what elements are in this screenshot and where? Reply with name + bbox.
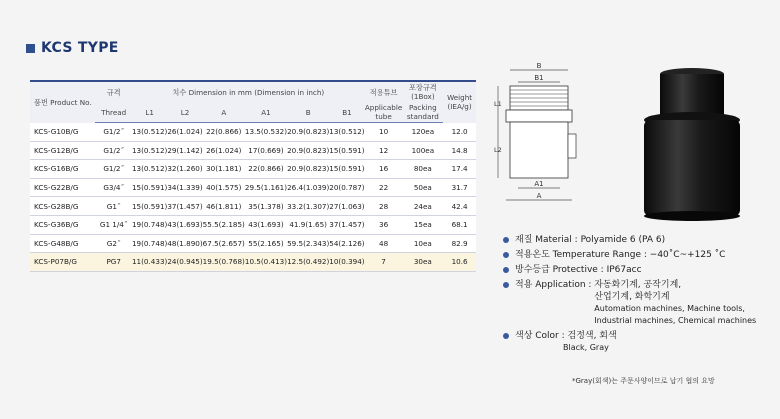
cell-a1: 10.5(0.413) xyxy=(245,253,287,272)
cell-tube: 28 xyxy=(365,197,403,216)
cell-a1: 29.5(1.161) xyxy=(245,178,287,197)
cell-a1: 17(0.669) xyxy=(245,141,287,160)
header-thread-en: Thread xyxy=(95,102,132,123)
cell-model: KCS-G10B/G xyxy=(30,123,95,142)
cell-b1: 15(0.591) xyxy=(329,160,364,179)
cell-b1: 20(0.787) xyxy=(329,178,364,197)
cell-b: 20.9(0.823) xyxy=(287,123,329,142)
cell-b1: 13(0.512) xyxy=(329,123,364,142)
spec-material: 재질 Material : Polyamide 6 (PA 6) xyxy=(503,234,756,246)
cell-b1: 54(2.126) xyxy=(329,234,364,253)
cell-pack: 24ea xyxy=(403,197,444,216)
product-photo xyxy=(633,64,751,222)
label-a: A xyxy=(536,192,542,200)
header-col: B1 xyxy=(329,102,364,123)
cell-weight: 68.1 xyxy=(443,215,476,234)
cell-b1: 15(0.591) xyxy=(329,141,364,160)
cell-thread: PG7 xyxy=(95,253,132,272)
title-text: KCS TYPE xyxy=(41,40,119,56)
header-pack-ko: 포장규격(1Box) xyxy=(403,81,444,102)
header-dimension: 치수 Dimension in mm (Dimension in inch) xyxy=(132,81,365,102)
table-row xyxy=(30,197,476,216)
cell-l2: 26(1.024) xyxy=(167,123,202,142)
cell-model: KCS-G48B/G xyxy=(30,234,95,253)
cell-tube: 12 xyxy=(365,141,403,160)
cell-l1: 19(0.748) xyxy=(132,215,167,234)
bullet-icon xyxy=(503,252,509,258)
order-note: *Gray(회색)는 주문사양이므로 납기 협의 요망 xyxy=(572,377,715,385)
cell-a: 22(0.866) xyxy=(203,123,245,142)
cell-thread: G3/4˝ xyxy=(95,178,132,197)
cell-thread: G1˝ xyxy=(95,197,132,216)
cell-tube: 10 xyxy=(365,123,403,142)
cell-pack: 15ea xyxy=(403,215,444,234)
header-col: B xyxy=(287,102,329,123)
spec-list xyxy=(503,234,756,357)
cell-l1: 15(0.591) xyxy=(132,178,167,197)
cell-thread: G1/2˝ xyxy=(95,123,132,142)
cell-tube: 22 xyxy=(365,178,403,197)
bullet-icon xyxy=(503,333,509,339)
table-row xyxy=(30,123,476,142)
cell-thread: G1/2˝ xyxy=(95,141,132,160)
table-row xyxy=(30,141,476,160)
bullet-icon xyxy=(503,282,509,288)
cell-weight: 17.4 xyxy=(443,160,476,179)
cell-a1: 13.5(0.532) xyxy=(245,123,287,142)
cell-thread: G1/2˝ xyxy=(95,160,132,179)
cell-a: 40(1.575) xyxy=(203,178,245,197)
cell-a: 19.5(0.768) xyxy=(203,253,245,272)
cell-l1: 15(0.591) xyxy=(132,197,167,216)
cell-b: 12.5(0.492) xyxy=(287,253,329,272)
cell-b1: 10(0.394) xyxy=(329,253,364,272)
cell-model: KCS-G12B/G xyxy=(30,141,95,160)
cell-l1: 19(0.748) xyxy=(132,234,167,253)
cell-l2: 48(1.890) xyxy=(167,234,202,253)
label-a1: A1 xyxy=(534,180,544,188)
cell-weight: 10.6 xyxy=(443,253,476,272)
cell-b: 26.4(1.039) xyxy=(287,178,329,197)
cell-pack: 50ea xyxy=(403,178,444,197)
header-col: A1 xyxy=(245,102,287,123)
cell-b: 20.9(0.823) xyxy=(287,160,329,179)
cell-pack: 120ea xyxy=(403,123,444,142)
cell-b1: 37(1.457) xyxy=(329,215,364,234)
cell-tube: 36 xyxy=(365,215,403,234)
cell-weight: 12.0 xyxy=(443,123,476,142)
table-row xyxy=(30,234,476,253)
cell-thread: G1 1/4˝ xyxy=(95,215,132,234)
label-b1: B1 xyxy=(534,74,544,82)
cell-a1: 35(1.378) xyxy=(245,197,287,216)
cell-pack: 100ea xyxy=(403,141,444,160)
cell-model: KCS-P07B/G xyxy=(30,253,95,272)
cell-tube: 16 xyxy=(365,160,403,179)
cell-model: KCS-G28B/G xyxy=(30,197,95,216)
cell-tube: 7 xyxy=(365,253,403,272)
cell-l1: 13(0.512) xyxy=(132,160,167,179)
cell-l2: 29(1.142) xyxy=(167,141,202,160)
cell-l2: 32(1.260) xyxy=(167,160,202,179)
cell-l2: 43(1.693) xyxy=(167,215,202,234)
cell-l1: 13(0.512) xyxy=(132,123,167,142)
cell-a1: 55(2.165) xyxy=(245,234,287,253)
cell-l2: 34(1.339) xyxy=(167,178,202,197)
cell-pack: 30ea xyxy=(403,253,444,272)
spec-temperature: 적용온도 Temperature Range : −40˚C~+125 ˚C xyxy=(503,249,756,261)
label-b: B xyxy=(536,62,542,70)
section-title xyxy=(26,40,119,56)
cell-b: 59.5(2.343) xyxy=(287,234,329,253)
header-tube-en: Applicable tube xyxy=(364,103,403,121)
cell-a: 30(1.181) xyxy=(203,160,245,179)
cell-b1: 27(1.063) xyxy=(329,197,364,216)
header-col: A xyxy=(203,102,245,123)
bullet-icon xyxy=(503,237,509,243)
header-model: 품번 Product No. xyxy=(30,81,95,123)
cell-b: 20.9(0.823) xyxy=(287,141,329,160)
cell-weight: 31.7 xyxy=(443,178,476,197)
title-square-icon xyxy=(26,44,35,53)
cell-weight: 42.4 xyxy=(443,197,476,216)
technical-drawing xyxy=(488,60,626,220)
spec-application: 적용 Application : 자동화기계, 공작기계, 산업기계, 화학기계 Automation machines, Machine tools, Industrial machines, Chemical machines xyxy=(503,279,756,327)
spec-color: 색상 Color : 검정색, 회색 Black, Gray xyxy=(503,330,756,354)
table-row xyxy=(30,215,476,234)
label-l1: L1 xyxy=(494,100,502,108)
cell-l2: 24(0.945) xyxy=(167,253,202,272)
cell-weight: 82.9 xyxy=(443,234,476,253)
spec-protective: 방수등급 Protective : IP67acc xyxy=(503,264,756,276)
header-pack-en: Packing standard xyxy=(403,102,444,123)
cell-a: 67.5(2.657) xyxy=(203,234,245,253)
cell-l1: 13(0.512) xyxy=(132,141,167,160)
cell-a: 55.5(2.185) xyxy=(203,215,245,234)
cell-l2: 37(1.457) xyxy=(167,197,202,216)
cell-model: KCS-G16B/G xyxy=(30,160,95,179)
table-row xyxy=(30,253,476,272)
cell-a1: 22(0.866) xyxy=(245,160,287,179)
cell-a: 46(1.811) xyxy=(203,197,245,216)
header-thread-ko: 규격 xyxy=(95,81,132,102)
bullet-icon xyxy=(503,267,509,273)
cell-model: KCS-G36B/G xyxy=(30,215,95,234)
header-col: L2 xyxy=(167,102,202,123)
table-row xyxy=(30,178,476,197)
header-col: L1 xyxy=(132,102,167,123)
cell-pack: 80ea xyxy=(403,160,444,179)
cell-tube: 48 xyxy=(365,234,403,253)
cell-l1: 11(0.433) xyxy=(132,253,167,272)
cell-thread: G2˝ xyxy=(95,234,132,253)
cell-model: KCS-G22B/G xyxy=(30,178,95,197)
cell-weight: 14.8 xyxy=(443,141,476,160)
spec-table xyxy=(30,80,476,272)
cell-b: 41.9(1.65) xyxy=(287,215,329,234)
table-row xyxy=(30,160,476,179)
cell-a: 26(1.024) xyxy=(203,141,245,160)
cell-b: 33.2(1.307) xyxy=(287,197,329,216)
header-weight: Weight (IEA/g) xyxy=(443,81,476,123)
cell-pack: 10ea xyxy=(403,234,444,253)
label-l2: L2 xyxy=(494,146,502,154)
cell-a1: 43(1.693) xyxy=(245,215,287,234)
header-tube-ko: 적용튜브 xyxy=(365,81,403,102)
